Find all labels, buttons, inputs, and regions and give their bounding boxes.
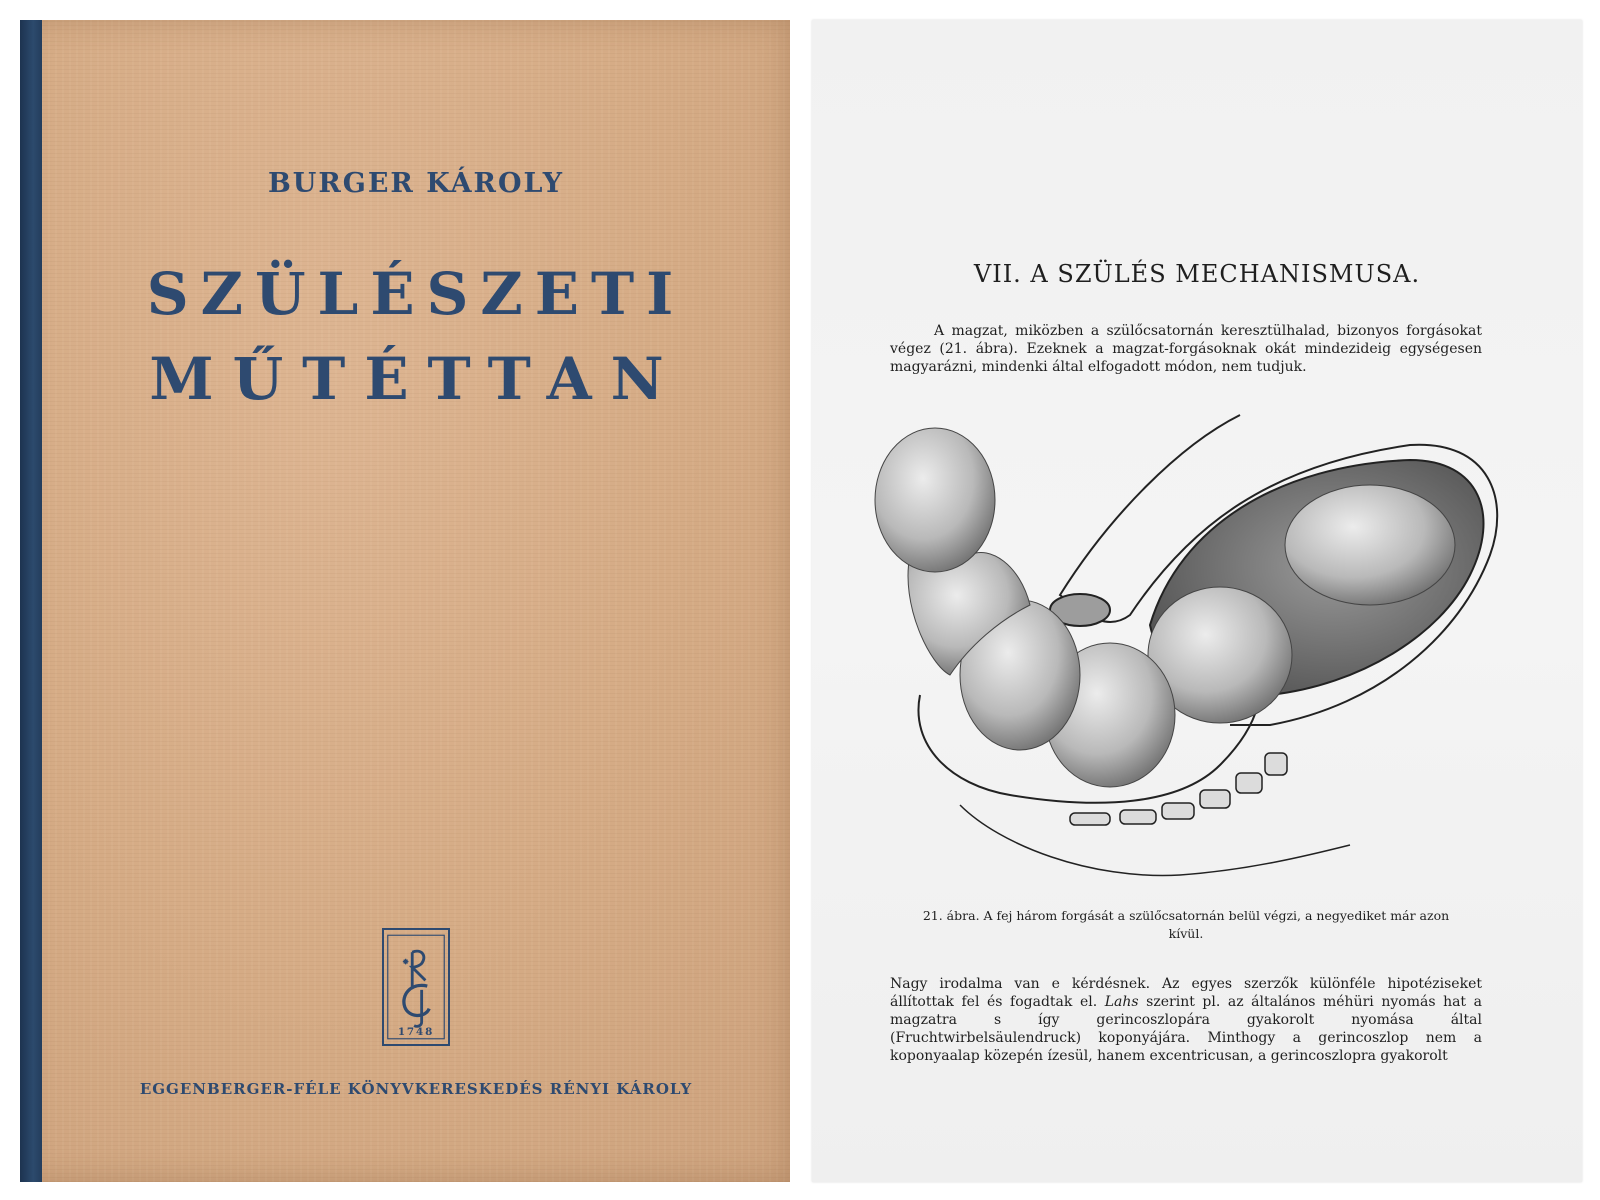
book-cover: [20, 20, 790, 1182]
body-paragraph: [890, 975, 1482, 1065]
chapter-title: VII. A SZÜLÉS MECHANISMUSA.: [973, 260, 1421, 288]
publisher-emblem-icon: [382, 928, 450, 1046]
book-spine: [20, 20, 42, 1182]
cover-publisher: EGGENBERGER-FÉLE KÖNYVKERESKEDÉS RÉNYI KÁROLY: [139, 1080, 693, 1098]
body-paragraph-part1: Nagy irodalma van e kérdésnek. Az egyes szerzők különféle hipotéziseket állítottak fel és fogadtak el.: [890, 976, 1482, 1010]
birth-mechanism-illustration: [850, 405, 1510, 895]
book-page: [812, 20, 1582, 1182]
figure-caption: 21. ábra. A fej három forgását a szülőcsatornán belül végzi, a negyediket már azon kívül.: [922, 908, 1450, 941]
cover-author: BURGER KÁROLY: [267, 168, 565, 199]
cover-title-line1: SZÜLÉSZETI: [146, 260, 686, 328]
cover-title-line2: MŰTÉTTAN: [149, 345, 683, 413]
emblem-year: 1748: [397, 1026, 435, 1038]
intro-paragraph: A magzat, miközben a szülőcsatornán keresztülhalad, bizonyos forgásokat végez (21. ábra). Ezeknek a magzat-forgásoknak okát mindezideig egységesen magyarázni, mindenki által elfogadott módon, nem tudjuk.: [890, 323, 1482, 375]
author-name-lahs: Lahs: [1104, 994, 1139, 1010]
emblem-monogram-icon: [384, 930, 448, 1044]
body-paragraph-part2: szerint pl. az általános méhüri nyomás hat a magzatra s így gerincoszlopára gyakorolt nyomása által (Fruchtwirbelsäulendruck) koponyájára. Minthogy a gerincoszlop nem a koponyaalap közepén ízesül, hanem excentricusan, a gerincoszlopra gyakorolt: [890, 994, 1482, 1064]
